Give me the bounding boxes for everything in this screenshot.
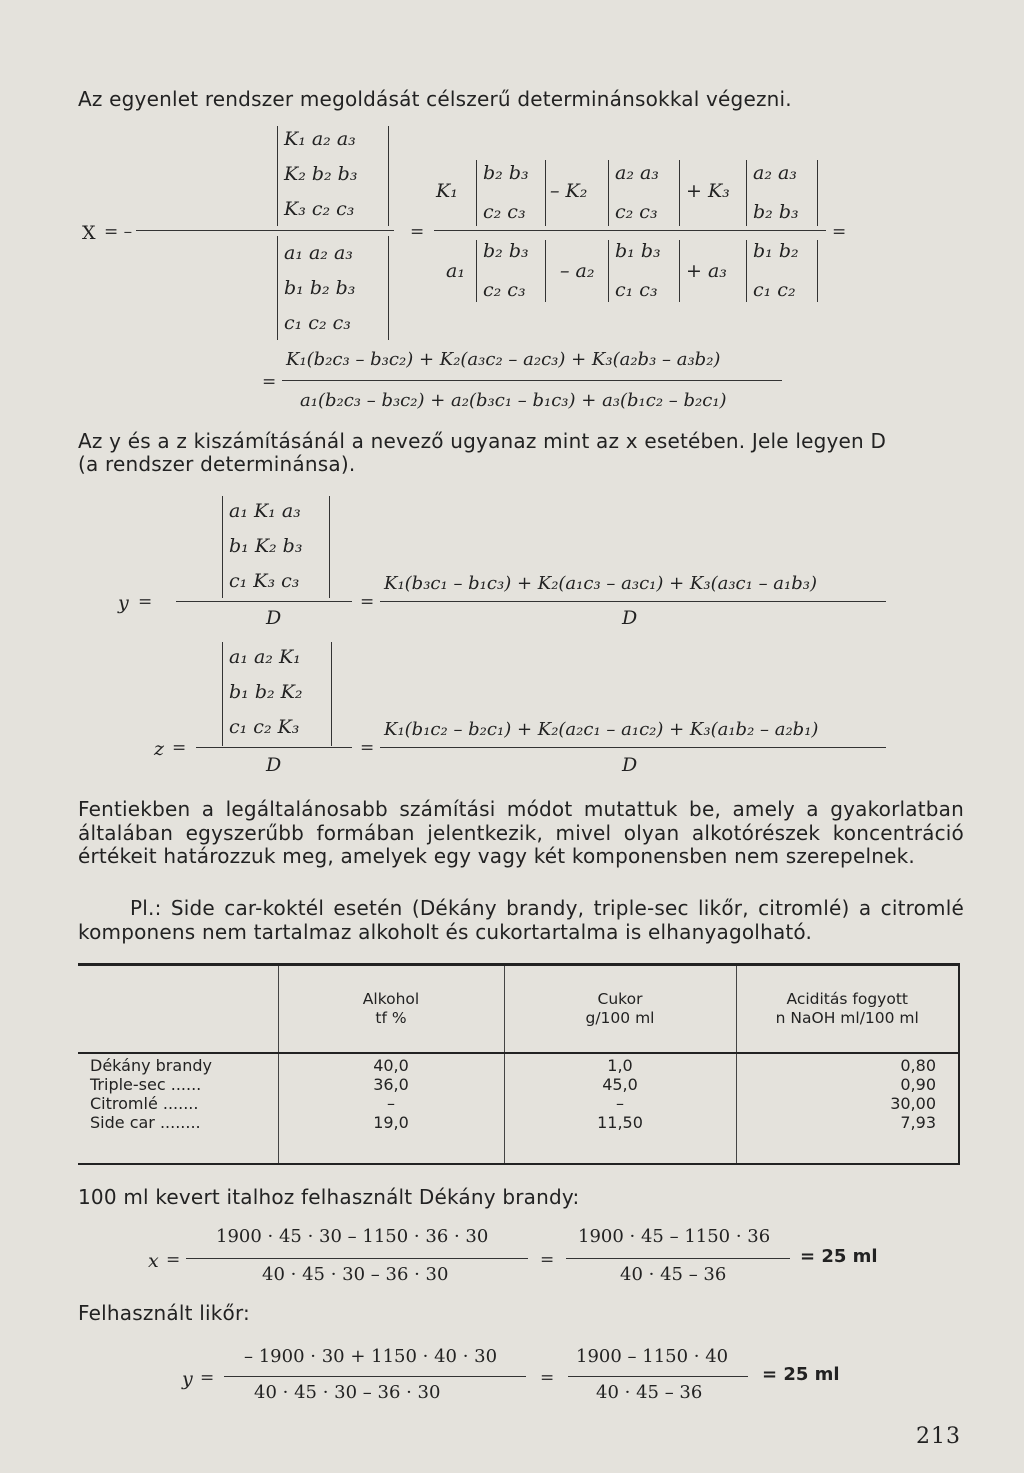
x-calc-num-1: 1900 · 45 · 30 – 1150 · 36 · 30 <box>216 1226 489 1247</box>
minor-b1b3-c1c3 <box>608 240 680 302</box>
liqueur-heading: Felhasznált likőr: <box>78 1301 250 1325</box>
minor-row: c₂ c₃ <box>483 279 526 301</box>
paragraph-y-z-line1: Az y és a z kiszámításánál a nevező ugyanaz mint az x esetében. Jele legyen D <box>78 429 887 453</box>
cell-value: 19,0 <box>373 1112 409 1132</box>
minor-row: b₁ b₃ <box>615 240 661 262</box>
det-row: b₁ b₂ b₃ <box>284 277 356 299</box>
cell-value: 7,93 <box>900 1112 936 1132</box>
det-row: c₁ c₂ c₃ <box>284 312 351 334</box>
row-name: Dékány brandy <box>90 1055 212 1075</box>
minor-row: c₂ c₃ <box>615 201 658 223</box>
ingredients-table <box>78 963 960 1165</box>
y-calc-den-2: 40 · 45 – 36 <box>596 1382 703 1403</box>
y-variable: y <box>118 592 129 614</box>
exp-num-k2: – K₂ <box>550 180 588 202</box>
y-fraction-bar <box>176 601 352 602</box>
row-name: Triple-sec ...... <box>90 1074 202 1094</box>
table-header-alcohol <box>278 965 504 1053</box>
det-row: c₁ K₃ c₃ <box>229 570 300 592</box>
exp-den-k3: + a₃ <box>686 260 727 282</box>
det-row: a₁ K₁ a₃ <box>229 500 301 522</box>
cell-value: 36,0 <box>373 1074 409 1094</box>
cell-value: – <box>616 1093 624 1113</box>
y-expanded-bar <box>380 601 886 602</box>
cell-value: 45,0 <box>602 1074 638 1094</box>
header-line: Aciditás fogyott <box>786 989 908 1008</box>
z-equals-2: = <box>360 738 375 758</box>
table-header-empty <box>78 965 278 1053</box>
det-y-numerator <box>222 496 330 598</box>
minor-row: b₂ b₃ <box>483 162 529 184</box>
paragraph-y-z-line2: (a rendszer determinánsa). <box>78 452 356 476</box>
y-calc-variable: y <box>182 1368 193 1390</box>
paragraph-example: Pl.: Side car-koktél esetén (Dékány brandy, triple-sec likőr, citromlé) a citromlé komponens nem tartalmaz alkoholt és cukortartalma is elhanyagolható. <box>78 896 964 944</box>
y-calc-bar-1 <box>224 1376 526 1377</box>
x-calc-variable: x <box>148 1250 159 1272</box>
expansion-fraction-bar <box>434 230 826 231</box>
det-x-numerator <box>277 126 389 226</box>
row-name: Citromlé ....... <box>90 1093 199 1113</box>
y-expanded-numerator: K₁(b₃c₁ – b₁c₃) + K₂(a₁c₃ – a₃c₁) + K₃(a₃c₁ – a₁b₃) <box>384 573 817 594</box>
intro-text: Az egyenlet rendszer megoldását célszerű determinánsokkal végezni. <box>78 87 792 111</box>
minor-a2a3-b2b3 <box>746 160 818 226</box>
x-calc-equals: = <box>166 1250 181 1270</box>
minor-row: b₂ b₃ <box>483 240 529 262</box>
x-expanded-denominator: a₁(b₂c₃ – b₃c₂) + a₂(b₃c₁ – b₁c₃) + a₃(b₁c₂ – b₂c₁) <box>300 390 727 411</box>
cell-value: – <box>387 1093 395 1113</box>
cell-value: 0,80 <box>900 1055 936 1075</box>
alcohol-values <box>278 1053 504 1165</box>
y-calc-equals-2: = <box>540 1368 555 1388</box>
minor-row: a₂ a₃ <box>615 162 659 184</box>
table-row <box>78 1053 959 1165</box>
x-calc-bar-1 <box>186 1258 528 1259</box>
x-result: = 25 ml <box>800 1246 878 1267</box>
header-line: Alkohol <box>362 989 420 1008</box>
exp-den-k2: – a₂ <box>560 260 595 282</box>
minor-row: a₂ a₃ <box>753 162 797 184</box>
z-fraction-bar <box>196 747 352 748</box>
x-variable: X <box>82 222 96 244</box>
page-number: 213 <box>916 1424 961 1449</box>
z-expanded-bar <box>380 747 886 748</box>
minor-row: c₂ c₃ <box>483 201 526 223</box>
det-row: K₁ a₂ a₃ <box>284 128 356 150</box>
equals-sign-right: = <box>832 222 847 242</box>
row-name: Side car ........ <box>90 1112 201 1132</box>
x-calc-den-1: 40 · 45 · 30 – 36 · 30 <box>262 1264 449 1285</box>
x-calc-num-2: 1900 · 45 – 1150 · 36 <box>578 1226 771 1247</box>
y-equals-2: = <box>360 592 375 612</box>
cell-value: 30,00 <box>890 1093 936 1113</box>
minor-b2b3-c2c3-den <box>476 240 546 302</box>
header-line: tf % <box>375 1008 407 1027</box>
exp-num-k1: K₁ <box>436 180 458 202</box>
acidity-values <box>736 1053 959 1165</box>
minor-row: b₁ b₂ <box>753 240 799 262</box>
row-names <box>78 1053 278 1165</box>
z-expanded-numerator: K₁(b₁c₂ – b₂c₁) + K₂(a₂c₁ – a₁c₂) + K₃(a₁b₂ – a₂b₁) <box>384 719 819 740</box>
minor-b2b3-c2c3 <box>476 160 546 226</box>
z-variable: z <box>154 738 165 760</box>
header-line: n NaOH ml/100 ml <box>775 1008 919 1027</box>
det-row: a₁ a₂ a₃ <box>284 242 353 264</box>
cell-value: 0,90 <box>900 1074 936 1094</box>
header-line: g/100 ml <box>585 1008 655 1027</box>
equals-sign-expanded: = <box>262 372 277 392</box>
det-row: K₂ b₂ b₃ <box>284 163 358 185</box>
y-equals: = <box>138 592 153 612</box>
cell-value: 1,0 <box>607 1055 633 1075</box>
z-equals: = <box>172 738 187 758</box>
x-calc-equals-2: = <box>540 1250 555 1270</box>
minor-b1b2-c1c2 <box>746 240 818 302</box>
cell-value: 11,50 <box>597 1112 643 1132</box>
table-header-sugar <box>504 965 736 1053</box>
z-expanded-denominator: D <box>622 754 638 776</box>
det-row: b₁ K₂ b₃ <box>229 535 303 557</box>
minor-a2a3-c2c3 <box>608 160 680 226</box>
minor-row: c₁ c₃ <box>615 279 658 301</box>
minor-row: c₁ c₂ <box>753 279 796 301</box>
x-minus-sign: = – <box>104 222 133 242</box>
y-expanded-denominator: D <box>622 607 638 629</box>
det-z-numerator <box>222 642 332 746</box>
x-calc-den-2: 40 · 45 – 36 <box>620 1264 727 1285</box>
z-denominator-D: D <box>266 754 282 776</box>
exp-den-k1: a₁ <box>446 260 465 282</box>
paragraph-general: Fentiekben a legáltalánosabb számítási módot mutattuk be, amely a gyakorlatban általában egyszerűbb formában jelentkezik, mivel olyan alkotórészek koncentráció értékeit határozzuk meg, amelyek egy vagy két komponensben nem szerepelnek. <box>78 797 964 868</box>
x-fraction-bar <box>136 230 394 231</box>
y-calc-bar-2 <box>568 1376 748 1377</box>
y-calc-equals: = <box>200 1368 215 1388</box>
minor-row: b₂ b₃ <box>753 201 799 223</box>
brandy-heading: 100 ml kevert italhoz felhasznált Dékány brandy: <box>78 1185 580 1209</box>
table-header-acidity <box>736 965 959 1053</box>
x-expanded-bar <box>282 380 782 381</box>
cell-value: 40,0 <box>373 1055 409 1075</box>
det-row: b₁ b₂ K₂ <box>229 681 303 703</box>
y-calc-den-1: 40 · 45 · 30 – 36 · 30 <box>254 1382 441 1403</box>
det-row: a₁ a₂ K₁ <box>229 646 301 668</box>
sugar-values <box>504 1053 736 1165</box>
header-line: Cukor <box>597 989 643 1008</box>
equals-sign: = <box>410 222 425 242</box>
x-calc-bar-2 <box>566 1258 790 1259</box>
x-expanded-numerator: K₁(b₂c₃ – b₃c₂) + K₂(a₃c₂ – a₂c₃) + K₃(a₂b₃ – a₃b₂) <box>286 349 721 370</box>
y-result: = 25 ml <box>762 1364 840 1385</box>
table-header-row <box>78 965 959 1053</box>
det-row: c₁ c₂ K₃ <box>229 716 300 738</box>
det-row: K₃ c₂ c₃ <box>284 198 355 220</box>
det-x-denominator <box>277 236 389 340</box>
y-denominator-D: D <box>266 607 282 629</box>
exp-num-k3: + K₃ <box>686 180 730 202</box>
y-calc-num-2: 1900 – 1150 · 40 <box>576 1346 729 1367</box>
y-calc-num-1: – 1900 · 30 + 1150 · 40 · 30 <box>244 1346 498 1367</box>
